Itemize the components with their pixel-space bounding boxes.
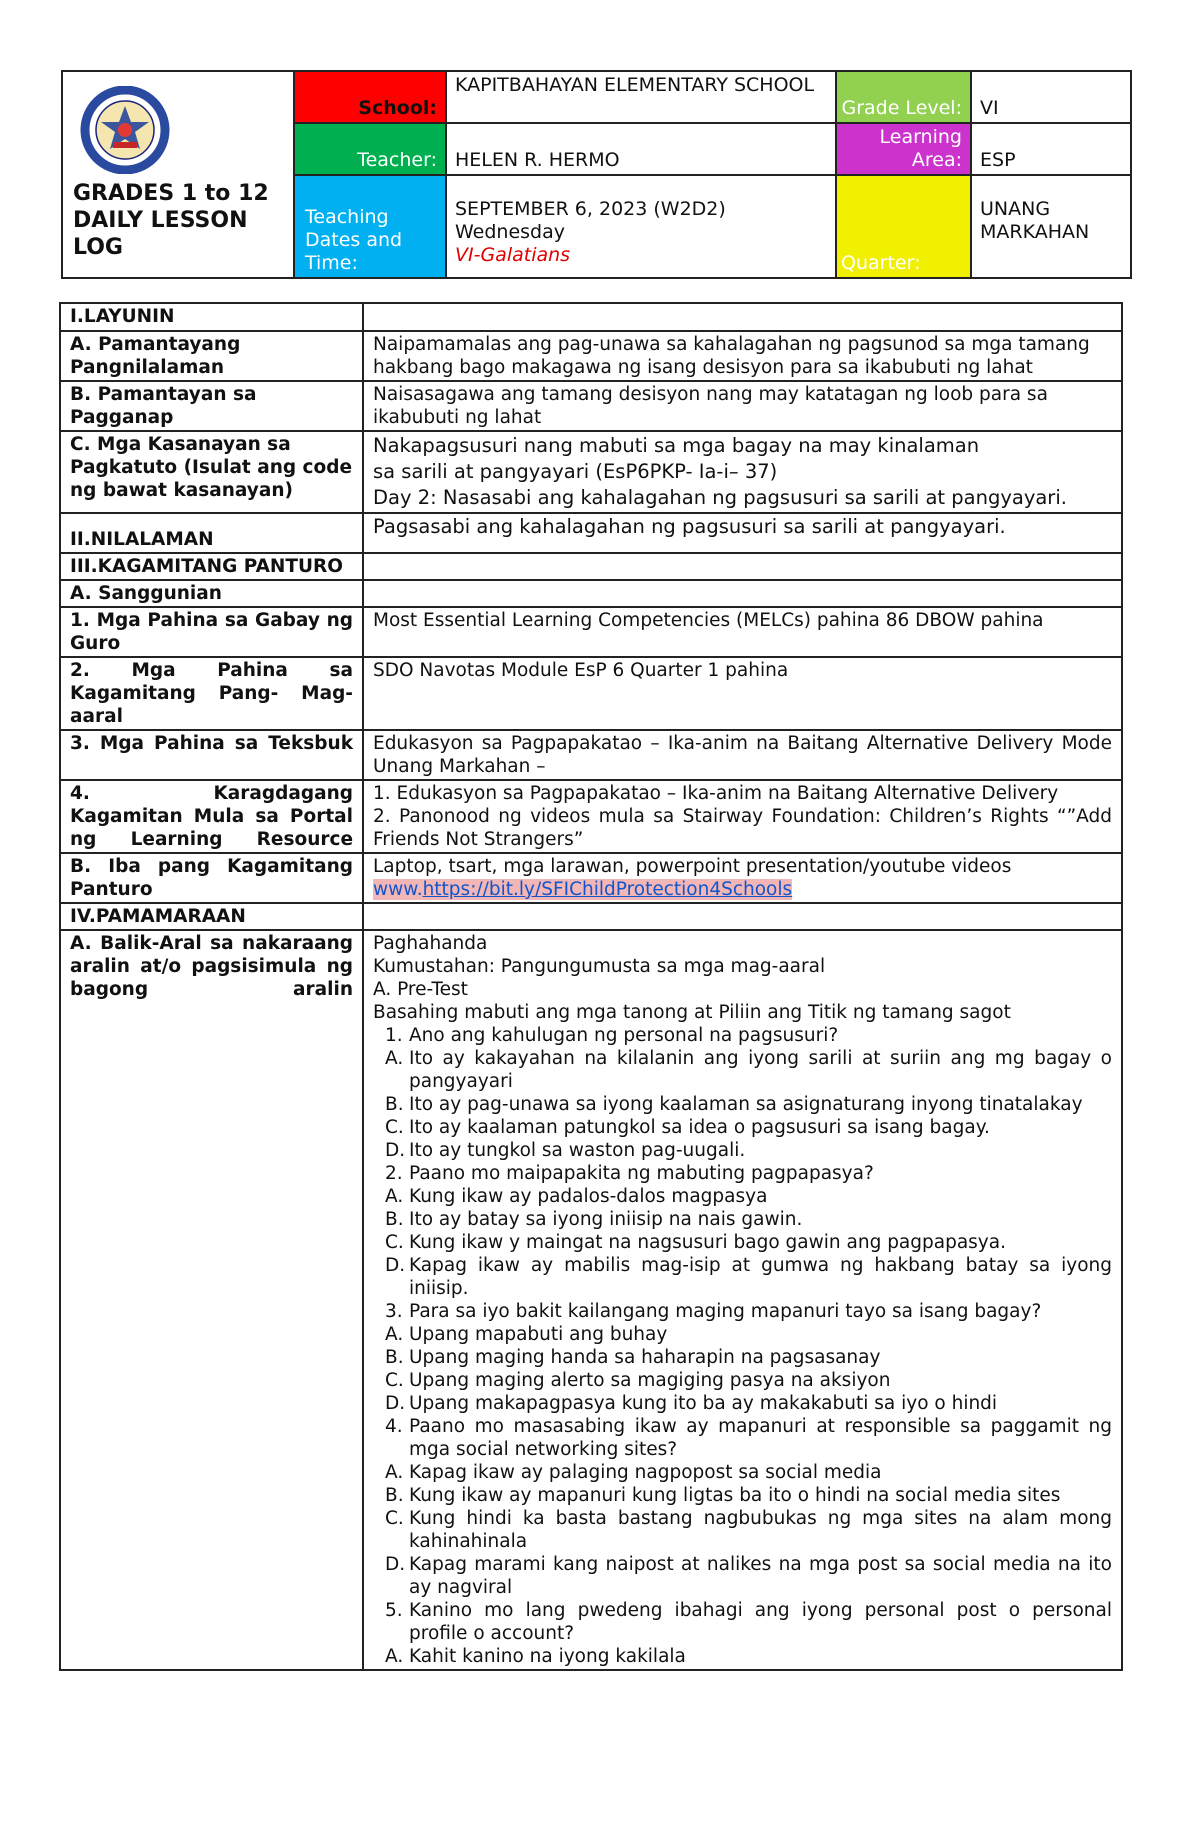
child-protection-link[interactable]: https://bit.ly/SFIChildProtection4Schools <box>422 879 793 900</box>
table-row <box>60 903 1122 930</box>
gabay-guro-value: Most Essential Learning Competencies (MELCs) pahina 86 DBOW pahina <box>363 607 1122 657</box>
item-marker: D. <box>385 1140 406 1161</box>
item-marker: C. <box>385 1232 404 1253</box>
iba-pang-kagamitan-label: B. Iba pang Kagamitang Panturo <box>60 853 363 903</box>
date-value: SEPTEMBER 6, 2023 (W2D2) <box>455 198 726 220</box>
item-text: Ito ay kaalaman patungkol sa idea o pagsusuri sa isang bagay. <box>409 1117 990 1138</box>
item-marker: A. <box>385 1048 404 1069</box>
kasanayan-label: C. Mga Kasanayan sa Pagkatuto (Isulat ang code ng bawat kasanayan) <box>60 431 363 513</box>
list-item <box>373 1599 1112 1645</box>
procedure-line: Paghahanda <box>373 933 488 954</box>
procedure-line: Basahing mabuti ang mga tanong at Piliin ang Titik ng tamang sagot <box>373 1002 1011 1023</box>
item-text: Ito ay tungkol sa waston pag-uugali. <box>409 1140 746 1161</box>
pamantayang-pangnilalaman-label: A. Pamantayang Pangnilalaman <box>60 331 363 381</box>
header-table <box>61 70 1132 279</box>
procedure-line: A. Pre-Test <box>373 979 468 1000</box>
list-item <box>373 1461 1112 1484</box>
grade-level-value: VI <box>971 71 1131 123</box>
pamantayang-pangnilalaman-value: Naipamamalas ang pag-unawa sa kahalagahan ng pagsunod sa mga tamang hakbang bago makagawa ng isang desisyon para sa ikabubuti ng lahat <box>363 331 1122 381</box>
list-item <box>373 1231 1112 1254</box>
list-item <box>373 1323 1112 1346</box>
item-marker: B. <box>385 1094 404 1115</box>
item-marker: D. <box>385 1393 406 1414</box>
gabay-guro-label: 1. Mga Pahina sa Gabay ng Guro <box>60 607 363 657</box>
item-text: Upang maging handa sa haharapin na pagsasanay <box>409 1347 881 1368</box>
list-item <box>373 1116 1112 1139</box>
learning-area-value: ESP <box>971 123 1131 175</box>
karagdagang-kagamitan-label: 4. Karagdagang Kagamitan Mula sa Portal ng Learning Resource <box>60 780 363 853</box>
table-row <box>60 657 1122 730</box>
list-item <box>373 1024 1112 1047</box>
lesson-plan-table <box>59 302 1123 1671</box>
pamantayan-pagganap-label: B. Pamantayan sa Pagganap <box>60 381 363 431</box>
table-row <box>60 930 1122 1670</box>
item-text: Kahit kanino na iyong kakilala <box>409 1646 686 1667</box>
list-item <box>373 1484 1112 1507</box>
item-marker: C. <box>385 1508 404 1529</box>
item-marker: A. <box>385 1324 404 1345</box>
item-marker: B. <box>385 1209 404 1230</box>
item-text: Kung hindi ka basta bastang nagbubukas ng mga sites na alam mong kahinahinala <box>409 1508 1112 1552</box>
table-row <box>60 730 1122 780</box>
document-title: GRADES 1 to 12 DAILY LESSON LOG <box>73 181 269 260</box>
list-item <box>373 1415 1112 1461</box>
item-text: Kanino mo lang pwedeng ibahagi ang iyong personal post o personal profile o account? <box>409 1600 1112 1644</box>
item-marker: 4. <box>385 1416 403 1437</box>
list-item <box>373 1254 1112 1300</box>
karagdagang-kagamitan-value: 1. Edukasyon sa Pagpapakatao – Ika-anim na Baitang Alternative Delivery 2. Panonood ng videos mula sa Stairway Foundation: Children’s Rights “”Add Friends Not Strangers” <box>363 780 1122 853</box>
learning-area-label: Learning Area: <box>836 123 971 175</box>
day-value: Wednesday <box>455 221 566 243</box>
item-text: Ito ay batay sa iyong iniisip na nais gawin. <box>409 1209 803 1230</box>
item-marker: A. <box>385 1646 404 1667</box>
section-value: VI-Galatians <box>455 244 571 266</box>
table-row <box>60 381 1122 431</box>
kasanayan-value: Nakapagsusuri nang mabuti sa mga bagay na may kinalaman sa sarili at pangyayari (EsP6PKP- Ia-i– 37) Day 2: Nasasabi ang kahalagahan ng pagsusuri sa sarili at pangyayari. <box>363 431 1122 513</box>
pamantayan-pagganap-value: Naisasagawa ang tamang desisyon nang may katatagan ng loob para sa ikabubuti ng lahat <box>363 381 1122 431</box>
table-row <box>60 607 1122 657</box>
grade-level-label: Grade Level: <box>836 71 971 123</box>
logo-cell <box>62 71 294 278</box>
school-label: School: <box>294 71 446 123</box>
balik-aral-label: A. Balik-Aral sa nakaraang aralin at/o pagsisimula ng bagong aralin <box>60 930 363 1670</box>
school-value: KAPITBAHAYAN ELEMENTARY SCHOOL <box>446 71 836 123</box>
list-item <box>373 1346 1112 1369</box>
item-text: Kapag ikaw ay palaging nagpopost sa social media <box>409 1462 882 1483</box>
list-item <box>373 1300 1112 1323</box>
table-row <box>60 580 1122 607</box>
item-text: Kapag ikaw ay mabilis mag-isip at gumwa ng hakbang batay sa iyong iniisip. <box>409 1255 1112 1299</box>
item-text: Paano mo maipapakita ng mabuting pagpapasya? <box>409 1163 874 1184</box>
item-marker: B. <box>385 1485 404 1506</box>
item-marker: D. <box>385 1554 406 1575</box>
quarter-label: Quarter: <box>836 175 971 278</box>
item-marker: C. <box>385 1117 404 1138</box>
item-text: Upang maging alerto sa magiging pasya na aksiyon <box>409 1370 891 1391</box>
section-layunin: I.LAYUNIN <box>60 303 363 331</box>
pang-mag-aaral-value: SDO Navotas Module EsP 6 Quarter 1 pahina <box>363 657 1122 730</box>
pang-mag-aaral-label: 2. Mga Pahina sa Kagamitang Pang- Mag-aaral <box>60 657 363 730</box>
quarter-value: UNANG MARKAHAN <box>971 175 1131 278</box>
item-marker: 5. <box>385 1600 403 1621</box>
table-row <box>60 853 1122 903</box>
teaching-dates-label: Teaching Dates and Time: <box>294 175 446 278</box>
item-text: Kapag marami kang naipost at nalikes na mga post sa social media na ito ay nagviral <box>409 1554 1112 1598</box>
table-row <box>60 331 1122 381</box>
list-item <box>373 1553 1112 1599</box>
list-item <box>373 1162 1112 1185</box>
pamamaraan-label: IV.PAMAMARAAN <box>60 903 363 930</box>
table-row <box>60 303 1122 331</box>
item-marker: 2. <box>385 1163 403 1184</box>
nilalaman-label: II.NILALAMAN <box>60 513 363 553</box>
list-item <box>373 1507 1112 1553</box>
item-text: Para sa iyo bakit kailangang maging mapanuri tayo sa isang bagay? <box>409 1301 1042 1322</box>
pretest-questions <box>373 1024 1112 1668</box>
list-item <box>373 1185 1112 1208</box>
nilalaman-value: Pagsasabi ang kahalagahan ng pagsusuri sa sarili at pangyayari. <box>363 513 1122 553</box>
list-item <box>373 1139 1112 1162</box>
item-marker: A. <box>385 1186 404 1207</box>
item-text: Kung ikaw y maingat na nagsusuri bago gawin ang pagpapasya. <box>409 1232 1006 1253</box>
item-text: Ito ay kakayahan na kilalanin ang iyong sarili at suriin ang mg bagay o pangyayari <box>409 1048 1112 1092</box>
list-item <box>373 1093 1112 1116</box>
teksbuk-value: Edukasyon sa Pagpapakatao – Ika-anim na Baitang Alternative Delivery Mode Unang Markahan – <box>363 730 1122 780</box>
list-item <box>373 1047 1112 1093</box>
table-row <box>60 513 1122 553</box>
list-item <box>373 1392 1112 1415</box>
item-text: Paano mo masasabing ikaw ay mapanuri at responsible sa paggamit ng mga social networking sites? <box>409 1416 1112 1460</box>
item-text: Kung ikaw ay padalos-dalos magpasya <box>409 1186 768 1207</box>
list-item <box>373 1369 1112 1392</box>
table-row <box>60 553 1122 580</box>
dates-cell <box>446 175 836 278</box>
teacher-label: Teacher: <box>294 123 446 175</box>
www-prefix: www. <box>373 879 423 900</box>
teacher-value: HELEN R. HERMO <box>446 123 836 175</box>
teksbuk-label: 3. Mga Pahina sa Teksbuk <box>60 730 363 780</box>
list-item <box>373 1645 1112 1668</box>
item-marker: B. <box>385 1347 404 1368</box>
procedure-line: Kumustahan: Pangungumusta sa mga mag-aaral <box>373 956 826 977</box>
table-row <box>60 431 1122 513</box>
balik-aral-value <box>363 930 1122 1670</box>
item-marker: D. <box>385 1255 406 1276</box>
procedure-intro <box>373 932 1112 1024</box>
iba-pang-kagamitan-value: Laptop, tsart, mga larawan, powerpoint presentation/youtube videos www.https://bit.ly/SFIChildProtection4Schools <box>363 853 1122 903</box>
item-text: Kung ikaw ay mapanuri kung ligtas ba ito o hindi na social media sites <box>409 1485 1061 1506</box>
kagamitang-panturo-label: III.KAGAMITANG PANTURO <box>60 553 363 580</box>
item-text: Upang mapabuti ang buhay <box>409 1324 668 1345</box>
list-item <box>373 1208 1112 1231</box>
item-text: Ano ang kahulugan ng personal na pagsusuri? <box>409 1025 839 1046</box>
item-text: Upang makapagpasya kung ito ba ay makakabuti sa iyo o hindi <box>409 1393 998 1414</box>
item-text: Ito ay pag-unawa sa iyong kaalaman sa asignaturang inyong tinatalakay <box>409 1094 1083 1115</box>
item-marker: C. <box>385 1370 404 1391</box>
item-marker: 1. <box>385 1025 403 1046</box>
sanggunian-label: A. Sanggunian <box>60 580 363 607</box>
table-row <box>60 780 1122 853</box>
deped-seal-icon <box>73 86 177 174</box>
item-marker: A. <box>385 1462 404 1483</box>
item-marker: 3. <box>385 1301 403 1322</box>
